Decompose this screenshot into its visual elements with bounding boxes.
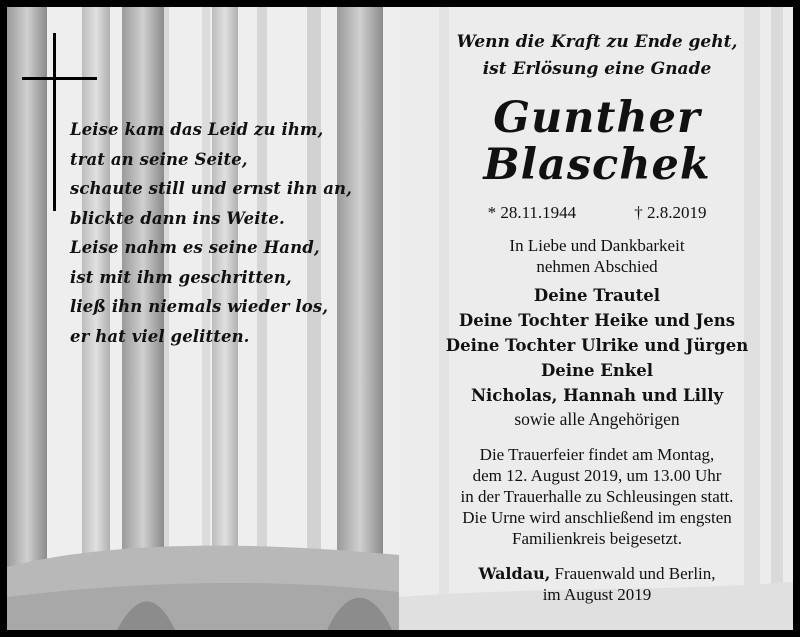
motto [407, 29, 787, 83]
mourner: Nicholas, Hannah und Lilly [470, 386, 724, 405]
service-line: Die Trauerfeier findet am Montag, [479, 445, 715, 464]
mourners [407, 283, 787, 408]
service-line: in der Trauerhalle zu Schleusingen statt. [460, 487, 734, 506]
mourner: Deine Enkel [540, 361, 654, 380]
poem-line: ließ ihn niemals wieder los, [70, 297, 329, 316]
farewell [407, 235, 787, 277]
last-name: Blaschek [483, 140, 711, 190]
mourner: Deine Trautel [533, 286, 661, 305]
service-line: dem 12. August 2019, um 13.00 Uhr [472, 466, 722, 485]
poem [70, 115, 390, 351]
farewell-line: nehmen Abschied [536, 257, 658, 276]
service-line: Familienkreis beigesetzt. [512, 529, 682, 548]
life-dates [407, 203, 787, 223]
town: Waldau, [478, 564, 551, 583]
poem-line: blickte dann ins Weite. [70, 208, 285, 228]
relatives: sowie alle Angehörigen [514, 409, 680, 429]
poem-line: er hat viel gelitten. [70, 326, 250, 346]
poem-line: Leise kam das Leid zu ihm, [70, 120, 324, 139]
place-and-date [407, 563, 787, 605]
other-towns: Frauenwald und Berlin, [550, 564, 716, 583]
obituary-text [407, 7, 787, 605]
first-name: Gunther [493, 93, 701, 143]
birth-date: * 28.11.1944 [487, 203, 577, 222]
forest-photo [7, 7, 399, 630]
motto-line: ist Erlösung eine Gnade [482, 59, 712, 79]
funeral-service [407, 444, 787, 549]
motto-line: Wenn die Kraft zu Ende geht, [456, 32, 738, 52]
death-date: † 2.8.2019 [634, 203, 707, 222]
cross-icon-horizontal [22, 77, 97, 80]
farewell-line: In Liebe und Dankbarkeit [509, 236, 685, 255]
service-line: Die Urne wird anschließend im engsten [462, 508, 732, 527]
poem-line: Leise nahm es seine Hand, [70, 238, 320, 257]
mourner: Deine Tochter Ulrike und Jürgen [445, 336, 749, 355]
cross-icon-vertical [53, 33, 56, 211]
poem-line: schaute still und ernst ihn an, [70, 179, 352, 198]
mourner: Deine Tochter Heike und Jens [458, 311, 736, 330]
poem-line: trat an seine Seite, [70, 149, 248, 169]
notice-date: im August 2019 [542, 585, 652, 604]
place-line [407, 563, 787, 584]
poem-line: ist mit ihm geschritten, [70, 267, 292, 287]
deceased-name [407, 95, 787, 189]
